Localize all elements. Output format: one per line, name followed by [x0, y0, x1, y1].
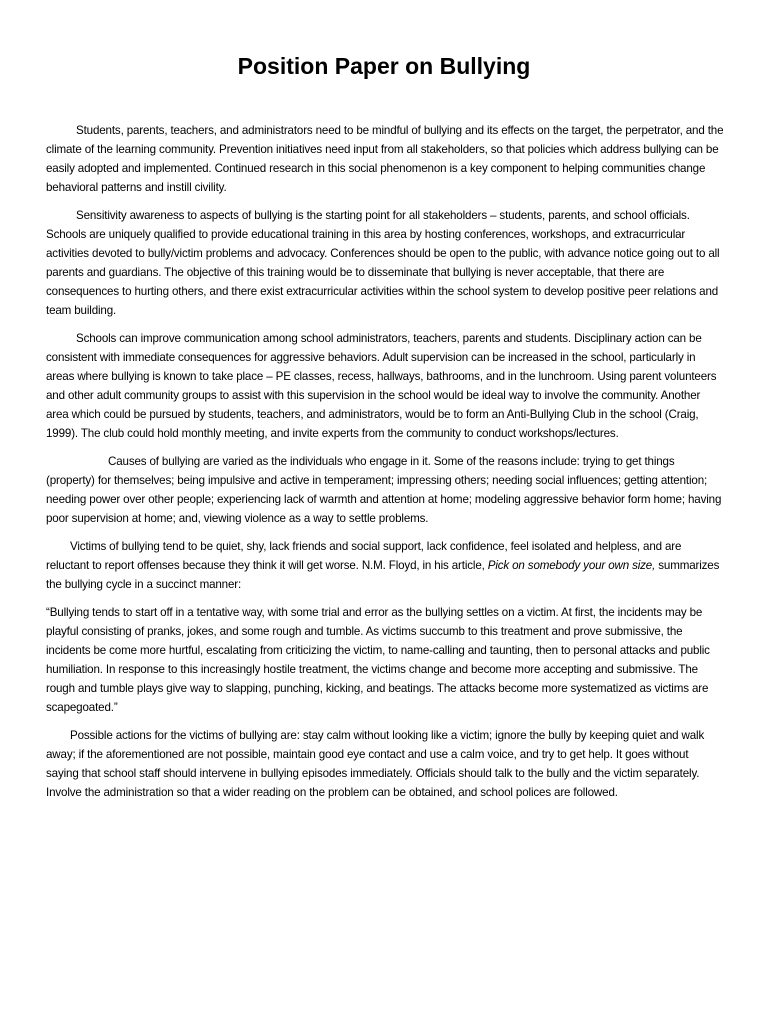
- paragraph-possible-actions: Possible actions for the victims of bullying are: stay calm without looking like a victim; ignore the bully by keeping quiet and walk away; if the aforementioned are not possible, maintain good eye contact and use a calm voice, and try to get help. It goes without saying that school staff should intervene in bullying episodes immediately. Officials should talk to the bully and the victim separately. Involve the administration so that a wider reading on the problem can be obtained, and school polices are followed.: [46, 729, 705, 799]
- paragraph-block-quote: “Bullying tends to start off in a tentative way, with some trial and error as the bullying settles on a victim. At first, the incidents may be playful consisting of pranks, jokes, and some rough and tumble. As victims succumb to this treatment and prove submissive, the incidents be come more hurtful, escalating from criticizing the victim, to name-calling and taunting, then to personal attacks and public humiliation. In response to this increasingly hostile treatment, the victims change and become more accepting and submissive. The rough and tumble plays give way to slapping, punching, kicking, and beatings. The attacks become more systematized as victims are scapegoated.”: [46, 606, 710, 714]
- victims-text-before: Victims of bullying tend to be quiet, shy, lack friends and social support, lack confidence, feel isolated and helpless, and are reluctant to report offenses because they think it will get worse. N.M. Floyd, in his article,: [46, 540, 682, 572]
- paragraph-victims-of-bullying: [46, 537, 724, 594]
- paragraph-intro: Students, parents, teachers, and administrators need to be mindful of bullying and its effects on the target, the perpetrator, and the climate of the learning community. Prevention initiatives need input from all stakeholders, so that policies which address bullying can be easily adopted and implemented. Continued research in this social phenomenon is a key component to helping communities change behavioral patterns and instill civility.: [46, 124, 724, 194]
- paragraph-causes-of-bullying: Causes of bullying are varied as the individuals who engage in it. Some of the reasons include: trying to get things (property) for themselves; being impulsive and active in temperament; impressing others; needing social influences; getting attention; needing power over other people; experiencing lack of warmth and attention at home; modeling aggressive behavior form home; having poor supervision at home; and, viewing violence as a way to settle problems.: [46, 455, 722, 525]
- paragraph-sensitivity-awareness: Sensitivity awareness to aspects of bullying is the starting point for all stakeholders – students, parents, and school officials. Schools are uniquely qualified to provide educational training in this area by hosting conferences, workshops, and extracurricular activities devoted to bully/victim problems and advocacy. Conferences should be open to the public, with advance notice going out to all parents and guardians. The objective of this training would be to disseminate that bullying is never acceptable, that there are consequences to hurting others, and there exist extracurricular activities within the school system to develop positive peer relations and team building.: [46, 209, 720, 317]
- paragraph-school-communication: Schools can improve communication among school administrators, teachers, parents and students. Disciplinary action can be consistent with immediate consequences for aggressive behaviors. Adult supervision can be increased in the school, particularly in areas where bullying is known to take place – PE classes, recess, hallways, bathrooms, and in the lunchroom. Using parent volunteers and other adult community groups to assist with this supervision in the school would be ideal way to involve the community. Another area which could be pursued by students, teachers, and administrators, would be to form an Anti-Bullying Club in the school (Craig, 1999). The club could hold monthly meeting, and invite experts from the community to conduct workshops/lectures.: [46, 332, 717, 440]
- article-title-italic: Pick on somebody your own size,: [487, 559, 656, 572]
- victims-text-after: summarizes the bullying cycle in a succinct manner:: [46, 559, 720, 591]
- document-title: Position Paper on Bullying: [237, 53, 531, 79]
- document-body: [46, 121, 724, 811]
